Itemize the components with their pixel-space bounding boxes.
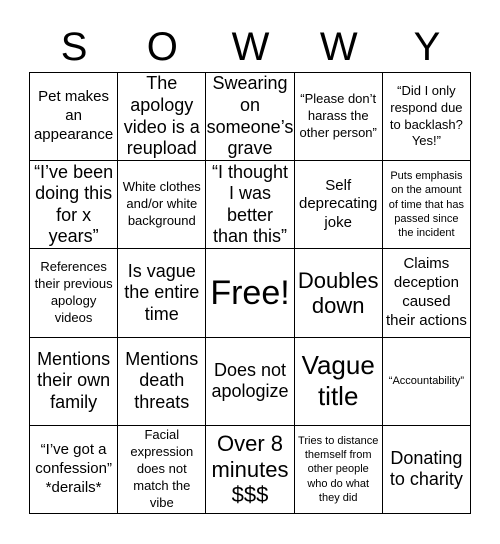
bingo-cell-r5c1[interactable]: “I’ve got a confession” *derails*	[30, 426, 118, 514]
bingo-cell-r5c5[interactable]: Donating to charity	[383, 426, 471, 514]
bingo-cell-r4c1[interactable]: Mentions their own family	[30, 338, 118, 426]
bingo-cell-r1c5[interactable]: “Did I only respond due to backlash? Yes!”	[383, 73, 471, 161]
bingo-cell-r2c1[interactable]: “I’ve been doing this for x years”	[30, 161, 118, 249]
bingo-cell-r1c3[interactable]: Swearing on someone’s grave	[206, 73, 294, 161]
bingo-cell-r2c4[interactable]: Self deprecating joke	[295, 161, 383, 249]
bingo-cell-r1c2[interactable]: The apology video is a reupload	[118, 73, 206, 161]
bingo-cell-r1c4[interactable]: “Please don’t harass the other person”	[295, 73, 383, 161]
header-letter-5: Y	[413, 25, 441, 69]
bingo-cell-free[interactable]: Free!	[206, 249, 294, 337]
bingo-cell-r4c3[interactable]: Does not apologize	[206, 338, 294, 426]
header-letter-4: W	[319, 25, 358, 69]
bingo-cell-r3c1[interactable]: References their previous apology videos	[30, 249, 118, 337]
bingo-cell-r2c5[interactable]: Puts emphasis on the amount of time that has passed since the incident	[383, 161, 471, 249]
header-letter-1: S	[60, 25, 88, 69]
bingo-cell-r5c4[interactable]: Tries to distance themself from other people who do what they did	[295, 426, 383, 514]
bingo-cell-r2c3[interactable]: “I thought I was better than this”	[206, 161, 294, 249]
bingo-grid	[29, 72, 471, 514]
bingo-cell-r3c5[interactable]: Claims deception caused their actions	[383, 249, 471, 337]
bingo-cell-r4c2[interactable]: Mentions death threats	[118, 338, 206, 426]
header-letter-2: O	[146, 25, 178, 69]
bingo-cell-r4c4[interactable]: Vague title	[295, 338, 383, 426]
bingo-cell-r3c2[interactable]: Is vague the entire time	[118, 249, 206, 337]
bingo-header	[30, 22, 471, 72]
bingo-cell-r1c1[interactable]: Pet makes an appearance	[30, 73, 118, 161]
bingo-cell-r5c3[interactable]: Over 8 minutes $$$	[206, 426, 294, 514]
bingo-cell-r3c4[interactable]: Doubles down	[295, 249, 383, 337]
bingo-cell-r2c2[interactable]: White clothes and/or white background	[118, 161, 206, 249]
bingo-cell-r5c2[interactable]: Facial expression does not match the vibe	[118, 426, 206, 514]
header-letter-3: W	[231, 25, 270, 69]
bingo-cell-r4c5[interactable]: “Accountability”	[383, 338, 471, 426]
